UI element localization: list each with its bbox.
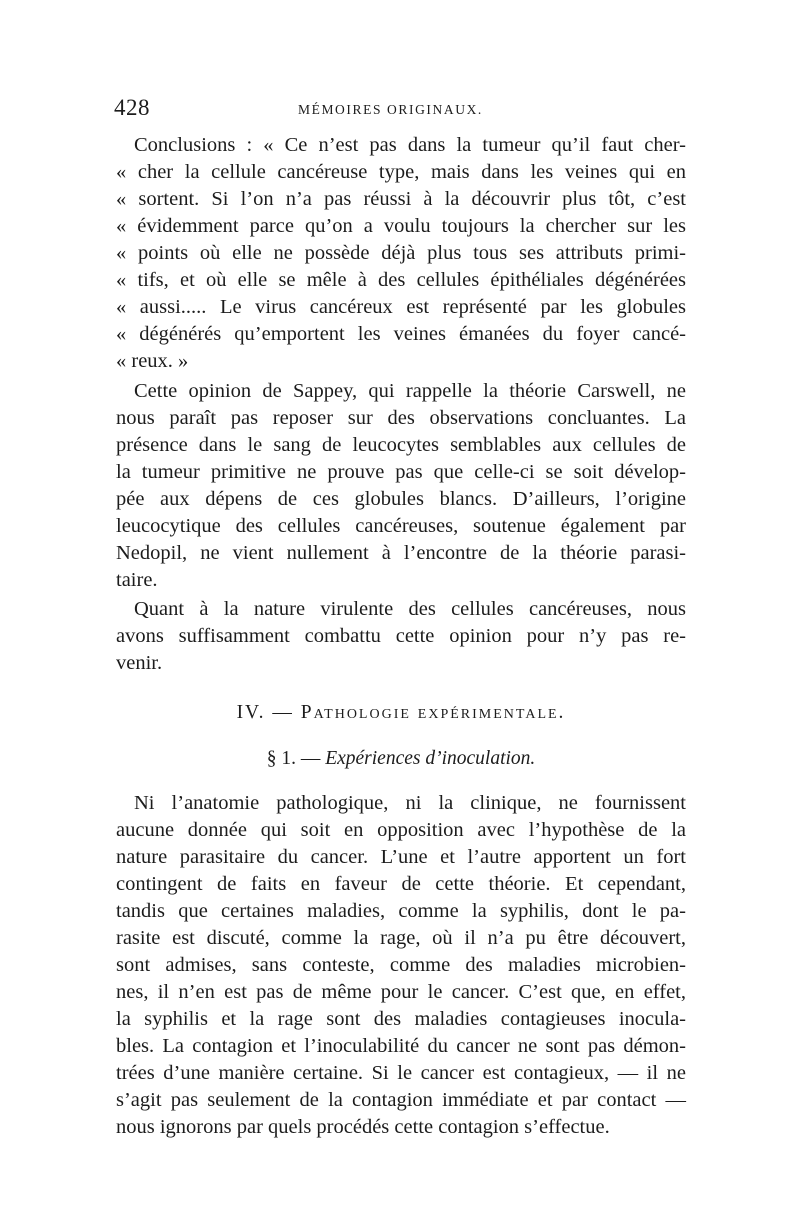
- text-line: sont admises, sans conteste, comme des maladies microbien-: [116, 954, 686, 976]
- subsection-title: Expériences d’inoculation.: [325, 748, 536, 769]
- page-header: [114, 95, 690, 125]
- text-line: « reux. »: [116, 350, 189, 372]
- text-line: la syphilis et la rage sont des maladies contagieuses inocula-: [116, 1008, 686, 1030]
- text-line: aucune donnée qui soit en opposition avec l’hypothèse de la: [116, 819, 686, 841]
- text-line: « évidemment parce qu’on a voulu toujours la chercher sur les: [116, 215, 686, 237]
- text-line: nes, il n’en est pas de même pour le cancer. C’est que, en effet,: [116, 981, 686, 1003]
- text-line: avons suffisamment combattu cette opinion pour n’y pas re-: [116, 625, 686, 647]
- text-line: « points où elle ne possède déjà plus tous ses attributs primi-: [116, 242, 686, 264]
- text-line: « cher la cellule cancéreuse type, mais dans les veines qui en: [116, 161, 686, 183]
- subsection-number: § 1. —: [266, 748, 321, 769]
- text-line: Nedopil, ne vient nullement à l’encontre de la théorie parasi-: [116, 542, 686, 564]
- text-line: taire.: [116, 569, 158, 591]
- text-line: Cette opinion de Sappey, qui rappelle la théorie Carswell, ne: [134, 380, 686, 402]
- text-line: nous paraît pas reposer sur des observations concluantes. La: [116, 407, 686, 429]
- text-line: nous ignorons par quels procédés cette contagion s’effectue.: [116, 1116, 610, 1138]
- text-line: la tumeur primitive ne prouve pas que celle-ci se soit dévelop-: [116, 461, 686, 483]
- text-line: pée aux dépens de ces globules blancs. D’ailleurs, l’origine: [116, 488, 686, 510]
- text-line: trées d’une manière certaine. Si le cancer est contagieux, — il ne: [116, 1062, 686, 1084]
- text-line: « tifs, et où elle se mêle à des cellules épithéliales dégénérées: [116, 269, 686, 291]
- text-line: contingent de faits en faveur de cette théorie. Et cependant,: [116, 873, 686, 895]
- text-line: leucocytique des cellules cancéreuses, soutenue également par: [116, 515, 686, 537]
- text-line: tandis que certaines maladies, comme la syphilis, dont le pa-: [116, 900, 686, 922]
- section-heading: IV. — Pathologie expérimentale.: [236, 702, 566, 723]
- text-line: Conclusions : « Ce n’est pas dans la tumeur qu’il faut cher-: [134, 134, 686, 156]
- running-title: MÉMOIRES ORIGINAUX.: [298, 102, 483, 117]
- text-line: « sortent. Si l’on n’a pas réussi à la découvrir plus tôt, c’est: [116, 188, 686, 210]
- text-line: s’agit pas seulement de la contagion immédiate et par contact —: [116, 1089, 686, 1111]
- text-line: « aussi..... Le virus cancéreux est représenté par les globules: [116, 296, 686, 318]
- text-line: bles. La contagion et l’inoculabilité du cancer ne sont pas démon-: [116, 1035, 686, 1057]
- page-number: 428: [114, 95, 150, 120]
- text-line: rasite est discuté, comme la rage, où il n’a pu être découvert,: [116, 927, 686, 949]
- text-line: « dégénérés qu’emportent les veines émanées du foyer cancé-: [116, 323, 686, 345]
- text-line: Quant à la nature virulente des cellules cancéreuses, nous: [134, 598, 686, 620]
- text-line: présence dans le sang de leucocytes semblables aux cellules de: [116, 434, 686, 456]
- text-line: Ni l’anatomie pathologique, ni la clinique, ne fournissent: [134, 792, 686, 814]
- text-line: nature parasitaire du cancer. L’une et l’autre apportent un fort: [116, 846, 686, 868]
- text-line: venir.: [116, 652, 163, 674]
- subsection-heading: [116, 748, 686, 770]
